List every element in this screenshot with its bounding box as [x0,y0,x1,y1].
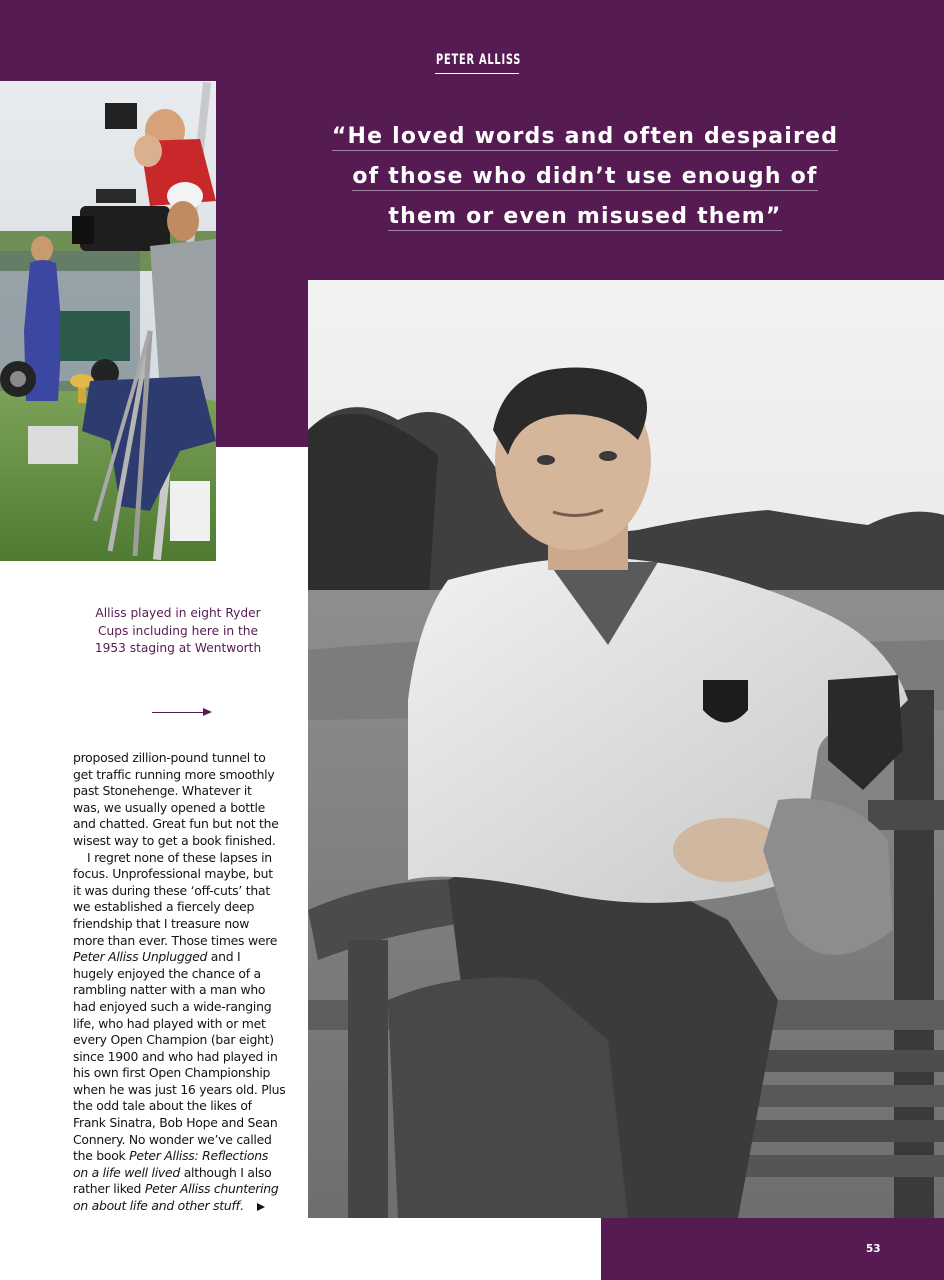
book-title: Peter Alliss: Reflections [129,1148,269,1164]
text-line: it was during these ‘off-cuts’ that [73,882,270,898]
text-run: . [239,1198,244,1214]
text-line: proposed zillion-pound tunnel to [73,750,266,765]
text-line: wisest way to get a book finished. [73,832,276,848]
page-number: 53 [866,1243,881,1255]
text-line: life, who had played with or met [73,1015,266,1031]
paragraph [73,750,295,850]
text-line: rambling natter with a man who [73,982,266,998]
text-run: although I also [180,1164,272,1180]
text-line [73,1198,295,1215]
text-line [73,1181,295,1198]
book-title: on about life and other stuff [73,1198,240,1214]
text-line [73,949,295,966]
article-body [73,750,295,1215]
text-run: rather liked [73,1181,145,1197]
text-line: hugely enjoyed the chance of a [73,965,261,981]
text-line: every Open Champion (bar eight) [73,1032,274,1048]
paragraph [73,850,295,1215]
caption-line: Cups including here in the [98,623,258,638]
text-line [73,1148,295,1165]
text-line: was, we usually opened a bottle [73,799,266,815]
text-line: more than ever. Those times were [73,932,278,948]
text-line: and chatted. Great fun but not the [73,816,279,832]
book-title: on a life well lived [73,1164,180,1180]
text-line: since 1900 and who had played in [73,1048,278,1064]
caption-line: Alliss played in eight Ryder [95,606,261,620]
text-line: we established a fiercely deep [73,899,255,915]
section-title-underline [435,73,519,74]
text-line: Connery. No wonder we’ve called [73,1131,272,1147]
book-title: Peter Alliss chuntering [144,1181,279,1197]
text-line: past Stonehenge. Whatever it [73,783,252,799]
ryder-cup-camera-crew-photo [0,81,216,561]
text-line: the odd tale about the likes of [73,1098,252,1114]
caption-arrow-line [152,712,204,713]
text-line: friendship that I treasure now [73,915,250,931]
end-of-article-icon [257,1203,265,1211]
book-title: Peter Alliss Unplugged [73,949,208,965]
text-line: Frank Sinatra, Bob Hope and Sean [73,1115,278,1131]
text-line: I regret none of these lapses in [87,849,272,865]
text-line: when he was just 16 years old. Plus [73,1081,286,1097]
pull-quote-line: “He loved words and often despaired [331,124,839,149]
text-run: and I [207,949,241,965]
text-line: his own first Open Championship [73,1065,271,1081]
caption-line: 1953 staging at Wentworth [94,641,262,655]
pull-quote-line: them or even misused them” [388,204,782,229]
photo-caption [88,605,268,658]
text-line: focus. Unprofessional maybe, but [73,866,273,882]
peter-alliss-bench-portrait-photo [308,280,944,1218]
pull-quote [320,124,850,244]
text-run: the book [73,1148,130,1164]
footer-band [601,1218,944,1280]
text-line [73,1165,295,1182]
text-line: had enjoyed such a wide-ranging [73,998,272,1014]
text-line: get traffic running more smoothly [73,766,275,782]
section-title: PETER ALLISS [436,52,522,68]
caption-arrow-icon [203,708,212,716]
pull-quote-line: of those who didn’t use enough of [352,164,818,189]
